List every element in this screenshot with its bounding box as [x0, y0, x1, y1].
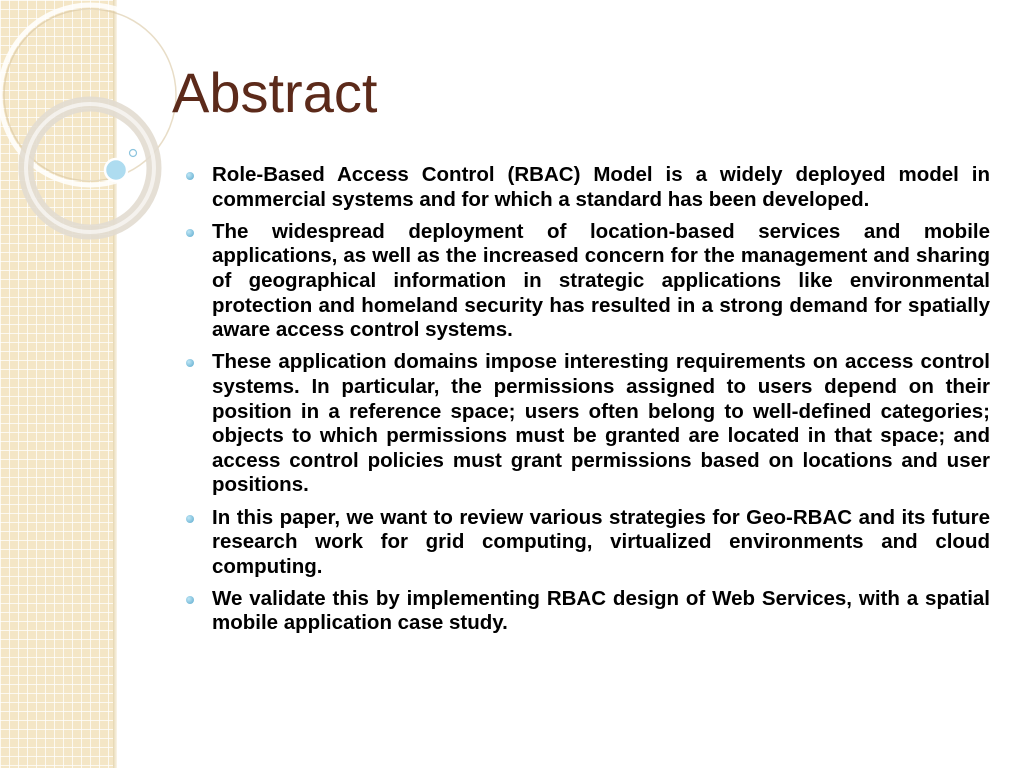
- bullet-text: The widespread deployment of location-based services and mobile applications, as well as the increased concern for the management and sharing of geographical information in strategic applications like environmental protection and homeland security has resulted in a strong demand for spatially aware access control systems.: [212, 219, 990, 342]
- bullet-item: [186, 350, 990, 498]
- bullet-icon: [186, 515, 194, 523]
- bullet-icon: [186, 596, 194, 604]
- bubble-dot: [105, 159, 127, 181]
- bullet-item: [186, 163, 990, 212]
- bullet-text: These application domains impose interesting requirements on access control systems. In particular, the permissions assigned to users depend on their position in a reference space; users often belong to well-defined categories; objects to which permissions must be granted are located in that space; and access control policies must grant permissions based on locations and user positions.: [212, 350, 990, 497]
- bullet-icon: [186, 229, 194, 237]
- bullet-text: In this paper, we want to review various strategies for Geo-RBAC and its future research work for grid computing, virtualized environments and cloud computing.: [212, 505, 990, 578]
- bullet-icon: [186, 359, 194, 367]
- bullet-item: [186, 587, 990, 636]
- bullet-item: [186, 220, 990, 343]
- bullet-list: [186, 163, 990, 644]
- decorative-rings: [0, 0, 200, 260]
- bullet-text: Role-Based Access Control (RBAC) Model is a widely deployed model in commercial systems and for which a standard has been developed.: [212, 163, 990, 211]
- bullet-item: [186, 506, 990, 580]
- slide-title: Abstract: [172, 61, 378, 124]
- bullet-text: We validate this by implementing RBAC design of Web Services, with a spatial mobile application case study.: [212, 586, 990, 635]
- bullet-icon: [186, 172, 194, 180]
- tiny-ring-dot: [130, 150, 137, 157]
